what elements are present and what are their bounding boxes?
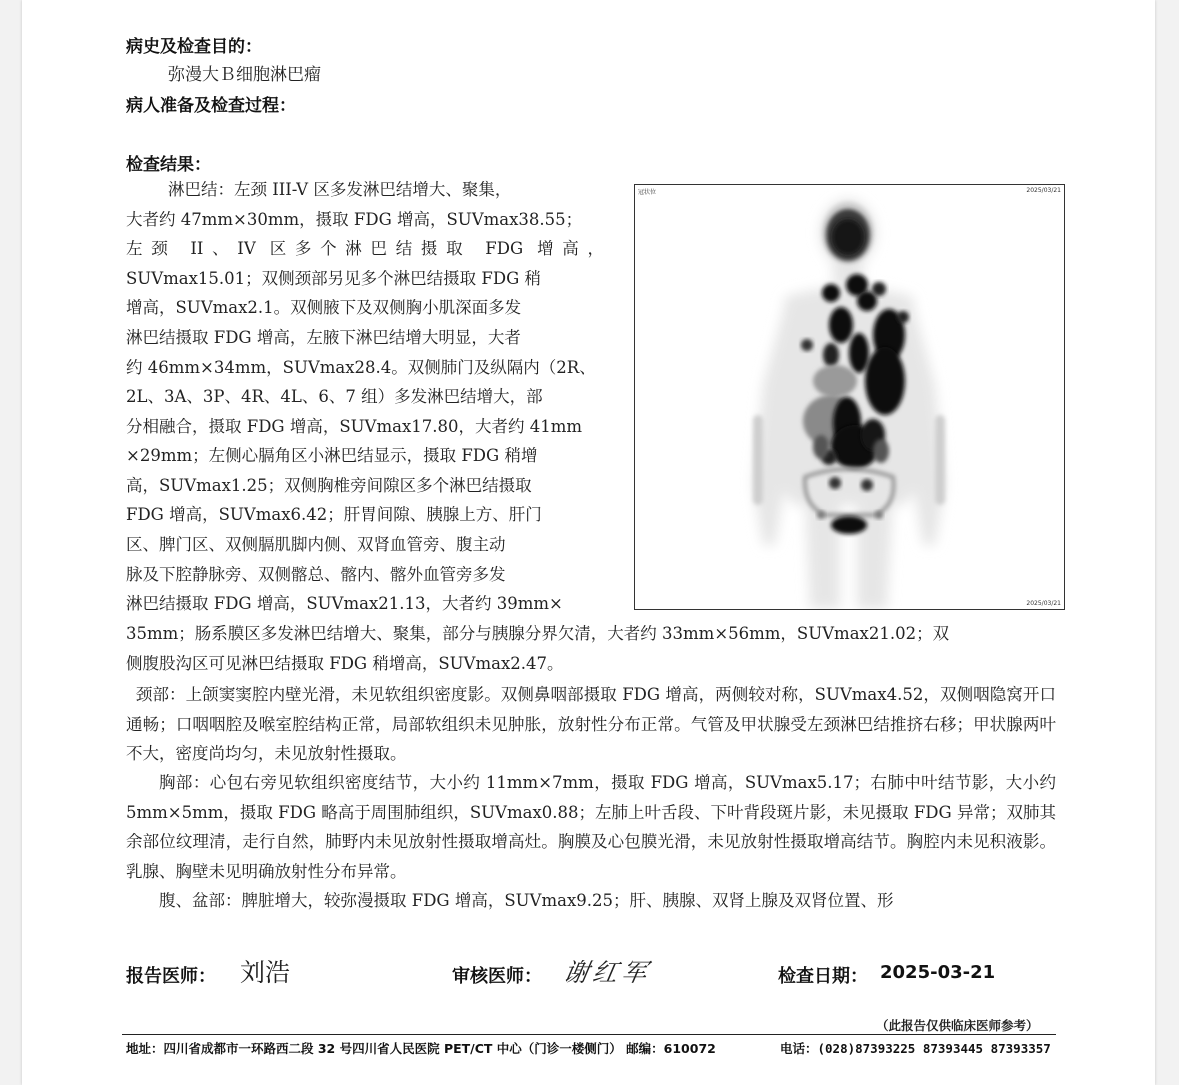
lymph-line: 淋巴结摄取 FDG 增高，SUVmax21.13，大者约 39mm× — [126, 594, 563, 613]
lymph-line: 35mm；肠系膜区多发淋巴结增大、聚集，部分与胰腺分界欠清，大者约 33mm×56mm，SUVmax21.02；双 — [126, 624, 950, 643]
lymph-line: 高，SUVmax1.25；双侧胸椎旁间隙区多个淋巴结摄取 — [126, 476, 532, 495]
reporter-label: 报告医师： — [126, 966, 216, 987]
lymph-line: 分相融合，摄取 FDG 增高，SUVmax17.80，大者约 41mm — [126, 417, 583, 436]
lymph-line: 大者约 47mm×30mm，摄取 FDG 增高，SUVmax38.55； — [126, 210, 583, 229]
diagnosis-text: 弥漫大Ｂ细胞淋巴瘤 — [168, 65, 321, 85]
reviewer-signature: 谢红军 — [561, 958, 654, 987]
lymph-line: 区、脾门区、双侧膈肌脚内侧、双肾血管旁、腹主动 — [126, 535, 506, 554]
lymph-line: 侧腹股沟区可见淋巴结摄取 FDG 稍增高，SUVmax2.47。 — [126, 654, 564, 673]
lymph-line: 淋巴结：左颈 III-V 区多发淋巴结增大、聚集， — [168, 180, 512, 199]
hospital-address: 地址：四川省成都市一环路西二段 32 号四川省人民医院 PET/CT 中心（门诊一楼侧门） 邮编：610072 — [126, 1041, 716, 1056]
lymph-line: FDG 增高，SUVmax6.42；肝胃间隙、胰腺上方、肝门 — [126, 505, 542, 524]
disclaimer-note: （此报告仅供临床医师参考） — [876, 1018, 1039, 1033]
lymph-line: SUVmax15.01；双侧颈部另见多个淋巴结摄取 FDG 稍 — [126, 269, 541, 288]
lymph-line: 脉及下腔静脉旁、双侧髂总、髂内、髂外血管旁多发 — [126, 565, 506, 584]
exam-date: 2025-03-21 — [880, 962, 996, 983]
preparation-heading: 病人准备及检查过程： — [126, 96, 296, 116]
pet-corner-date: 2025/03/21 — [1026, 187, 1061, 194]
report-page — [22, 0, 1155, 1085]
pet-body-figure — [635, 185, 1064, 609]
lymph-line: ×29mm；左侧心膈角区小淋巴结显示，摄取 FDG 稍增 — [126, 446, 538, 465]
footer-divider — [122, 1034, 1056, 1035]
lymph-line: 左颈 II、IV 区多个淋巴结摄取 FDG 增高， — [126, 239, 604, 258]
chest-paragraph: 胸部：心包右旁见软组织密度结节，大小约 11mm×7mm，摄取 FDG 增高，SUVmax5.17；右肺中叶结节影，大小约 5mm×5mm，摄取 FDG 略高于周围肺组织，SUVmax0.88；左肺上叶舌段、下叶背段斑片影，未见摄取 FDG 异常；双肺其余部位纹理清，走行自然，肺野内未见放射性摄取增高灶。胸膜及心包膜光滑，未见放射性摄取增高结节。胸腔内未见积液影。乳腺、胸壁未见明确放射性分布异常。 — [126, 773, 1056, 881]
abdomen-paragraph: 腹、盆部：脾脏增大，较弥漫摄取 FDG 增高，SUVmax9.25；肝、胰腺、双肾上腺及双肾位置、形 — [159, 891, 894, 910]
pet-corner-date-bottom: 2025/03/21 — [1026, 600, 1061, 607]
neck-paragraph: 颈部：上颌窦窦腔内壁光滑，未见软组织密度影。双侧鼻咽部摄取 FDG 增高，两侧较对称，SUVmax4.52，双侧咽隐窝开口通畅；口咽咽腔及喉室腔结构正常，局部软组织未见肿胀，放射性分布正常。气管及甲状腺受左颈淋巴结推挤右移；甲状腺两叶不大，密度尚均匀，未见放射性摄取。 — [126, 685, 1056, 764]
history-heading: 病史及检查目的： — [126, 37, 262, 57]
lymph-line: 2L、3A、3P、4R、4L、6、7 组）多发淋巴结增大，部 — [126, 387, 543, 406]
pet-corner-label: 冠状位 — [638, 189, 657, 196]
pet-mip-image — [634, 184, 1065, 610]
reviewer-label: 审核医师： — [452, 966, 542, 987]
hospital-phone: 电话：(028)87393225 87393445 87393357 — [780, 1041, 1051, 1056]
results-heading: 检查结果： — [126, 155, 211, 175]
date-label: 检查日期： — [778, 966, 868, 987]
lymph-line: 淋巴结摄取 FDG 增高，左腋下淋巴结增大明显，大者 — [126, 328, 521, 347]
lymph-line: 增高，SUVmax2.1。双侧腋下及双侧胸小肌深面多发 — [126, 298, 522, 317]
lymph-line: 约 46mm×34mm，SUVmax28.4。双侧肺门及纵隔内（2R、 — [126, 358, 596, 377]
reporter-name: 刘浩 — [240, 958, 291, 987]
